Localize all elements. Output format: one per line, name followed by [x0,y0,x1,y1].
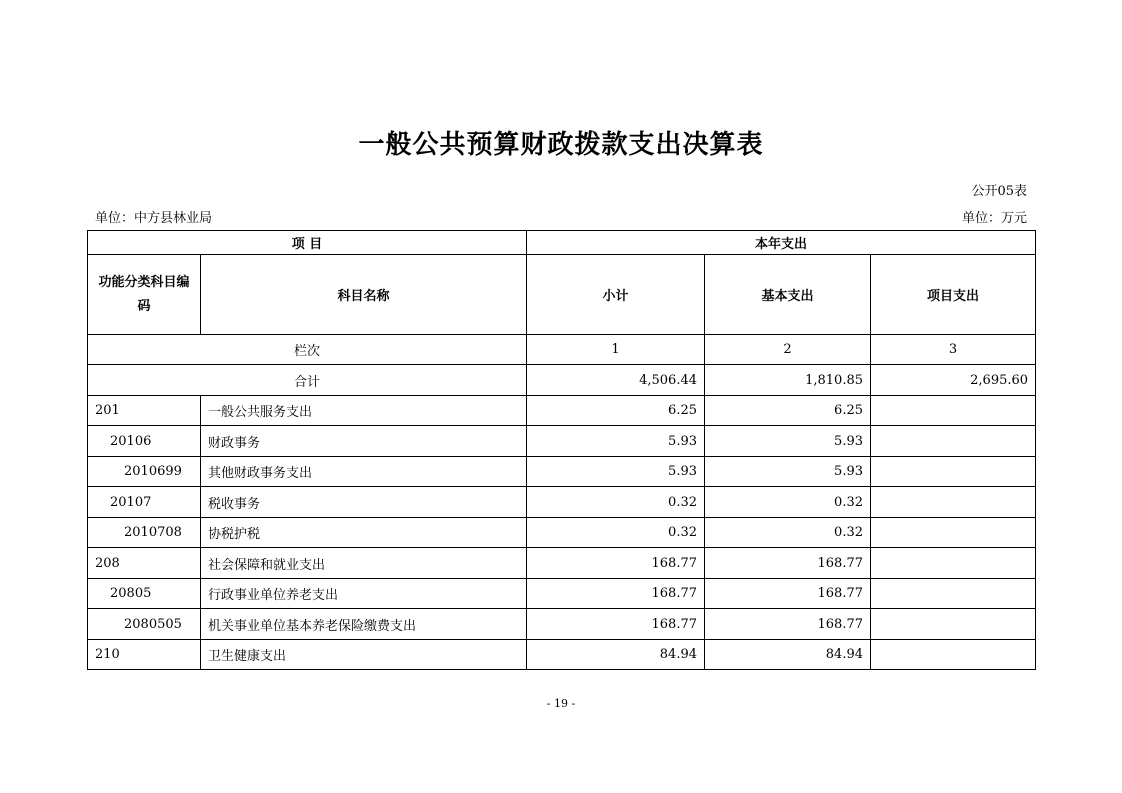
row-name: 财政事务 [201,426,527,457]
column-number-label: 栏次 [88,335,527,365]
header-subtotal: 小计 [527,255,705,335]
row-subtotal: 84.94 [527,640,705,670]
row-subtotal: 0.32 [527,487,705,518]
total-project: 2,695.60 [871,365,1036,396]
column-number-1: 1 [527,335,705,365]
row-subtotal: 168.77 [527,548,705,579]
row-name: 卫生健康支出 [201,640,527,670]
table-row [88,579,1036,609]
form-number: 公开05表 [971,184,1027,199]
report-title: 一般公共预算财政拨款支出决算表 [358,130,764,160]
row-name: 其他财政事务支出 [201,457,527,487]
row-code: 208 [88,548,201,579]
row-basic: 6.25 [705,396,871,426]
header-item: 项 目 [88,231,527,255]
row-name: 税收事务 [201,487,527,518]
row-name: 社会保障和就业支出 [201,548,527,579]
header-row-1 [88,231,1036,255]
column-number-3: 3 [871,335,1036,365]
table-row [88,640,1036,670]
row-name: 行政事业单位养老支出 [201,579,527,609]
row-code: 20107 [88,487,201,518]
row-name: 机关事业单位基本养老保险缴费支出 [201,609,527,640]
row-code: 2010699 [88,457,201,487]
table-row [88,426,1036,457]
row-name: 协税护税 [201,518,527,548]
row-basic: 5.93 [705,457,871,487]
table-row [88,457,1036,487]
row-code: 20106 [88,426,201,457]
page-number: - 19 - [546,697,576,710]
row-basic: 168.77 [705,548,871,579]
row-basic: 168.77 [705,609,871,640]
total-subtotal: 4,506.44 [527,365,705,396]
row-subtotal: 168.77 [527,609,705,640]
header-basic: 基本支出 [705,255,871,335]
row-project [871,640,1036,670]
header-name: 科目名称 [201,255,527,335]
expenditure-table [87,230,1036,670]
total-row [88,365,1036,396]
row-code: 210 [88,640,201,670]
row-subtotal: 5.93 [527,457,705,487]
total-basic: 1,810.85 [705,365,871,396]
row-project [871,548,1036,579]
header-current-year: 本年支出 [527,231,1036,255]
table-row [88,396,1036,426]
column-number-row [88,335,1036,365]
currency-unit: 单位：万元 [961,211,1027,226]
row-subtotal: 6.25 [527,396,705,426]
table-row [88,518,1036,548]
row-subtotal: 5.93 [527,426,705,457]
header-project: 项目支出 [871,255,1036,335]
row-code: 201 [88,396,201,426]
row-project [871,457,1036,487]
row-name: 一般公共服务支出 [201,396,527,426]
row-project [871,487,1036,518]
row-basic: 5.93 [705,426,871,457]
header-row-2 [88,255,1036,335]
row-code: 20805 [88,579,201,609]
table-row [88,609,1036,640]
header-code: 功能分类科目编码 [88,255,201,335]
row-project [871,609,1036,640]
row-basic: 0.32 [705,487,871,518]
row-project [871,426,1036,457]
row-project [871,396,1036,426]
total-label: 合计 [88,365,527,396]
row-basic: 0.32 [705,518,871,548]
row-project [871,518,1036,548]
column-number-2: 2 [705,335,871,365]
table-row [88,487,1036,518]
row-basic: 168.77 [705,579,871,609]
row-subtotal: 0.32 [527,518,705,548]
reporting-unit: 单位：中方县林业局 [95,211,213,226]
row-code: 2080505 [88,609,201,640]
row-project [871,579,1036,609]
row-basic: 84.94 [705,640,871,670]
table-row [88,548,1036,579]
row-subtotal: 168.77 [527,579,705,609]
row-code: 2010708 [88,518,201,548]
